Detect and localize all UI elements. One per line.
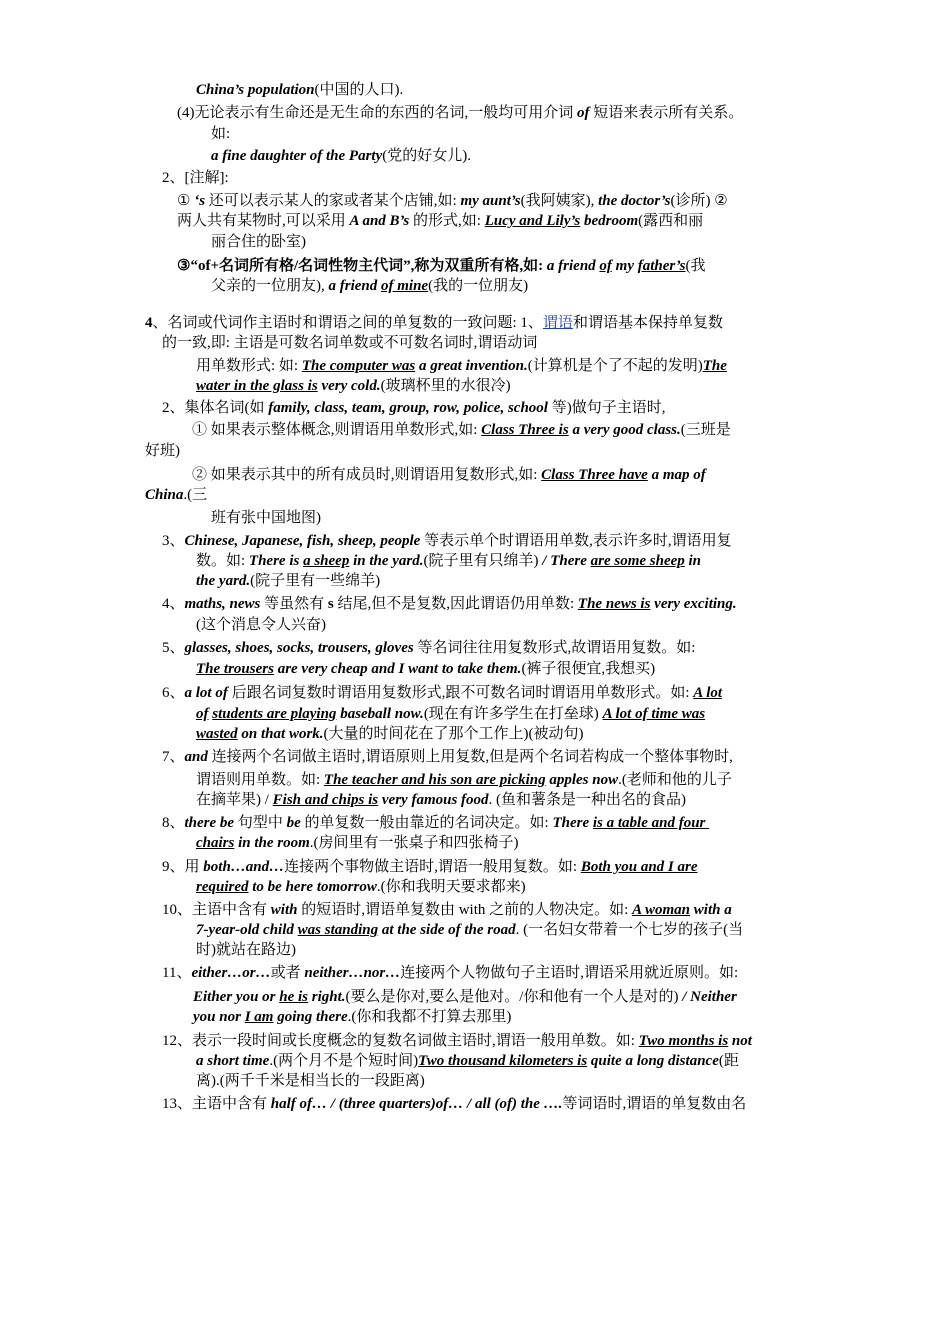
example-text: my [611, 258, 638, 274]
rule-2b-line-3: 班有张中国地图) [211, 510, 321, 526]
translation: (中国的人口). [314, 82, 404, 98]
section-4-heading [145, 313, 723, 333]
example-text: baseball now. [336, 706, 424, 722]
rule-text: 等虽然有 [260, 596, 328, 612]
example-subject: Two months is [638, 1033, 729, 1049]
note-3-line-2 [211, 276, 528, 296]
example-text: both…and… [203, 859, 285, 875]
note-1-line-1 [177, 191, 728, 211]
example-text: maths, news [184, 596, 261, 612]
example-text: a friend [328, 278, 381, 294]
rule-10-line-3: 时)就站在路边) [196, 942, 296, 958]
example-text: glasses, shoes, socks, trousers, gloves [184, 640, 414, 656]
rule-number: 6、 [162, 685, 185, 701]
translation: .(老师和他的儿子 [618, 772, 732, 788]
translation: (计算机是个了不起的发明) [527, 358, 703, 374]
rule-text: 用单数形式: 如: [196, 358, 302, 374]
rule-3-line-3 [196, 571, 380, 591]
example-subject: was standing [297, 922, 379, 938]
rule-text: 主语中含有 [192, 902, 271, 918]
example-text: apples now [545, 772, 619, 788]
example-text: the yard. [196, 573, 251, 589]
translation: (大量的时间花在了那个工作上)(被动句) [323, 726, 584, 742]
translation: .(你和我都不打算去那里) [347, 1009, 512, 1025]
example-subject: a sheep [303, 553, 350, 569]
example-subject: A lot of time was [602, 706, 706, 722]
rule-11-line-1 [162, 963, 738, 983]
note-1-line-2 [177, 211, 703, 231]
rule-2a-line-2: 好班) [145, 443, 180, 459]
example-text: bedroom [580, 213, 639, 229]
rule-8-line-2 [196, 833, 519, 853]
example-subject: of [196, 706, 209, 722]
example-text: very exciting. [650, 596, 737, 612]
rule-text: 或者 [270, 965, 305, 981]
translation: . (一名妇女带着一个七岁的孩子(当 [515, 922, 744, 938]
rule-9-line-1 [162, 857, 698, 877]
example-text: very famous food [378, 792, 489, 808]
example-text: in [684, 553, 702, 569]
example-subject: students are playing [212, 706, 337, 722]
example-text: in the room [234, 835, 310, 851]
example-subject: The [702, 358, 727, 374]
note-text: 的形式,如: [409, 213, 485, 229]
example-subject: A woman [632, 902, 691, 918]
example-text: / There [542, 553, 591, 569]
rule-11-line-3 [193, 1007, 511, 1027]
rule-number: 8、 [162, 815, 185, 831]
keyword: ‘s [194, 193, 206, 209]
example-text: a great invention. [415, 358, 528, 374]
example-subject: I am [244, 1009, 274, 1025]
note-heading: 2、[注解]: [162, 170, 229, 186]
rule-text: 连接两个人物做句子主语时,谓语采用就近原则。如: [400, 965, 739, 981]
example-text: neither…nor… [304, 965, 401, 981]
example-subject: wasted [196, 726, 238, 742]
rule-number: 12、 [162, 1033, 193, 1049]
rule-2b-line-2 [145, 485, 207, 505]
example-subject: Class Three is [481, 422, 569, 438]
rule-4-line-2: (这个消息令人兴奋) [196, 617, 326, 633]
note-text: ③“of+名词所有格/名词性物主代词”,称为双重所有格,如: [177, 258, 547, 274]
rule-text: 结尾,但不是复数,因此谓语仍用单数: [333, 596, 578, 612]
example-text: a friend [546, 258, 600, 274]
rule-7-line-3 [196, 790, 686, 810]
rule-text: 连接两个名词做主语时,谓语原则上用复数,但是两个名词若构成一个整体事物时, [207, 749, 733, 765]
rule-text: ① 如果表示整体概念,则谓语用单数形式,如: [192, 422, 482, 438]
rule-text: 连接两个事物做主语时,谓语一般用复数。如: [284, 859, 581, 875]
example-subject: The teacher and his son are picking [323, 772, 546, 788]
example-text: and [184, 749, 208, 765]
note-text: (我的一位朋友) [428, 278, 529, 294]
rule-text: 主语中含有 [192, 1096, 271, 1112]
rule-text: 2、集体名词(如 [162, 400, 269, 416]
rule-7-line-1 [162, 747, 733, 767]
translation: (院子里有一些绵羊) [250, 573, 381, 589]
translation: . (鱼和薯条是一种出名的食品) [488, 792, 687, 808]
example-text: a short time [196, 1053, 270, 1069]
rule-13-line-1 [162, 1094, 746, 1114]
note-text: 还可以表示某人的家或者某个店铺,如: [205, 193, 461, 209]
note-text: (露西和丽 [638, 213, 704, 229]
example-subject: he is [279, 989, 309, 1005]
example-text: right. [308, 989, 346, 1005]
example-text: very cold. [317, 378, 381, 394]
rule-1-line-2 [196, 376, 511, 396]
example-subject: The trousers [196, 661, 274, 677]
rule-5-line-2 [196, 659, 655, 679]
note-text: (我阿姨家), [520, 193, 599, 209]
translation: (党的好女儿). [382, 148, 471, 164]
rule-text: 谓语则用单数。如: [196, 772, 324, 788]
translation: (要么是你对,要么是他对。/你和他有一个人是对的) [345, 989, 683, 1005]
example-text: with [270, 902, 298, 918]
example-subject: are some sheep [590, 553, 685, 569]
note-text: (诊所) ② [670, 193, 728, 209]
translation: .(你和我明天要求都来) [376, 879, 526, 895]
example-text: either…or… [191, 965, 271, 981]
section-4-heading-line-2: 的一致,即: 主语是可数名词单数或不可数名词时,谓语动词 [162, 335, 538, 351]
example-text: at the side of the road [378, 922, 516, 938]
rule-number: 4、 [162, 596, 185, 612]
example-text: on that work. [237, 726, 324, 742]
rule-number: 9、 [162, 859, 185, 875]
translation: (院子里有只绵羊) [423, 553, 543, 569]
rule-6-line-3 [196, 724, 584, 744]
rule-10-line-1 [162, 900, 732, 920]
keyword: of [577, 105, 590, 121]
rule-number: 10、 [162, 902, 193, 918]
example-text: / Neither [682, 989, 737, 1005]
rule-number: 13、 [162, 1096, 193, 1112]
rule-4-line-1 [162, 594, 737, 614]
rule-number: 11、 [162, 965, 192, 981]
example-text: quite a long distance [587, 1053, 719, 1069]
translation: .(两个月不是个短时间) [269, 1053, 419, 1069]
rule-text: 句型中 [234, 815, 287, 831]
example-text: are very cheap and I want to take them. [273, 661, 522, 677]
example-text: a lot of [184, 685, 228, 701]
rule-12-line-2 [196, 1051, 739, 1071]
rule-12-line-1 [162, 1031, 752, 1051]
rule-3-line-1 [162, 531, 732, 551]
example-text: a very good class. [568, 422, 681, 438]
rule-text: 短语来表示所有关系。 [589, 105, 744, 121]
example-text: you nor [193, 1009, 245, 1025]
rule-number: 5、 [162, 640, 185, 656]
rule-3-line-2 [196, 551, 701, 571]
example-text: be [286, 815, 301, 831]
rule-1-line-1 [196, 356, 727, 376]
example-text: There is [248, 553, 304, 569]
example-text: there be [184, 815, 235, 831]
translation: (裤子很便宜,我想买) [521, 661, 656, 677]
example-text: the doctor’s [598, 193, 671, 209]
example-text: a map of [647, 467, 706, 483]
rule-text: 等词语时,谓语的单复数由名 [562, 1096, 747, 1112]
example-subject: Class Three have [541, 467, 648, 483]
rule-text: 表示一段时间或长度概念的复数名词做主语时,谓语一般用单数。如: [192, 1033, 639, 1049]
note-text: 父亲的一位朋友), [211, 278, 329, 294]
note-marker: ① [177, 193, 195, 209]
heading-text: 、名词或代词作主语时和谓语之间的单复数的一致问题: 1、 [152, 315, 543, 331]
example-text: 7-year-old child [196, 922, 298, 938]
note-text: (我 [685, 258, 706, 274]
rule-8-line-1 [162, 813, 709, 833]
translation: .(房间里有一张桌子和四张椅子) [309, 835, 519, 851]
example-text: going there [273, 1009, 348, 1025]
example-subject: father’s [637, 258, 686, 274]
example-subject: is a table and four [592, 815, 710, 831]
heading-text: 和谓语基本保持单复数 [572, 315, 723, 331]
translation: (距 [718, 1053, 739, 1069]
rule-9-line-2 [196, 877, 526, 897]
translation: (玻璃杯里的水很冷) [380, 378, 511, 394]
rule-text: (4)无论表示有生命还是无生命的东西的名词,一般均可用介词 [177, 105, 577, 121]
rule-text: 的短语时,谓语单复数由 with 之前的人物决定。如: [297, 902, 633, 918]
example-subject: water in the glass is [196, 378, 318, 394]
example-subject: A lot [693, 685, 723, 701]
rule-number: 3、 [162, 533, 185, 549]
example-line [196, 80, 403, 100]
example-text: my aunt’s [460, 193, 521, 209]
example-subject: The computer was [301, 358, 416, 374]
example-text: with a [690, 902, 732, 918]
predicate-link[interactable]: 谓语 [542, 315, 573, 331]
rule-text: 的单复数一般由靠近的名词决定。如: [300, 815, 553, 831]
example-text: Either you or [193, 989, 280, 1005]
example-subject: of [599, 258, 612, 274]
example-text: a fine daughter of the Party [211, 148, 383, 164]
example-text: half of… / (three quarters)of… / all (of) the …. [270, 1096, 563, 1112]
rule-6-line-1 [162, 683, 722, 703]
example-line [211, 146, 471, 166]
rule-12-line-3: 离).(两千千米是相当长的一段距离) [196, 1073, 425, 1089]
example-subject: Two thousand kilometers is [418, 1053, 588, 1069]
example-text: not [728, 1033, 752, 1049]
example-subject: Both you and I are [580, 859, 698, 875]
note-1-line-3: 丽合住的卧室) [211, 234, 306, 250]
rule-number: 7、 [162, 749, 185, 765]
rule-text: 数。如: [196, 553, 249, 569]
example-text: family, class, team, group, row, police, school [268, 400, 548, 416]
example-text: to be here tomorrow [248, 879, 377, 895]
example-text: Chinese, Japanese, fish, sheep, people [184, 533, 421, 549]
rule-10-line-2 [196, 920, 743, 940]
rule-4-line-1 [177, 103, 743, 123]
example-subject: required [196, 879, 249, 895]
keyword: s [327, 596, 334, 612]
example-subject: The news is [577, 596, 651, 612]
rule-5-line-1 [162, 638, 695, 658]
translation: (三班是 [680, 422, 731, 438]
example-text: China [145, 487, 184, 503]
note-3-line-1 [177, 256, 706, 276]
example-subject: Fish and chips is [272, 792, 379, 808]
rule-text: 等)做句子主语时, [547, 400, 666, 416]
note-text: 两人共有某物时,可以采用 [177, 213, 350, 229]
translation: (现在有许多学生在打垒球) [423, 706, 603, 722]
example-subject: chairs [196, 835, 235, 851]
translation: 在摘苹果) / [196, 792, 273, 808]
example-text: China’s population [196, 82, 315, 98]
section-number: 4 [145, 315, 153, 331]
example-text: A and B’s [349, 213, 410, 229]
example-subject: Lucy and Lily’s [484, 213, 581, 229]
translation: .(三 [183, 487, 208, 503]
rule-4-line-2: 如: [211, 126, 231, 142]
rule-text: 等表示单个时谓语用单数,表示许多时,谓语用复 [420, 533, 732, 549]
rule-text: 用 [184, 859, 204, 875]
rule-2a-line-1 [192, 420, 731, 440]
rule-2b-line-1 [192, 465, 706, 485]
rule-11-line-2 [193, 987, 737, 1007]
rule-6-line-2 [196, 704, 705, 724]
rule-text: ② 如果表示其中的所有成员时,则谓语用复数形式,如: [192, 467, 542, 483]
rule-text: 后跟名词复数时谓语用复数形式,跟不可数名词时谓语用单数形式。如: [227, 685, 694, 701]
rule-7-line-2 [196, 770, 732, 790]
example-subject: of mine [381, 278, 429, 294]
rule-2-line-1 [162, 398, 665, 418]
example-text: There [552, 815, 593, 831]
example-text: in the yard. [349, 553, 424, 569]
rule-text: 等名词往往用复数形式,故谓语用复数。如: [413, 640, 696, 656]
